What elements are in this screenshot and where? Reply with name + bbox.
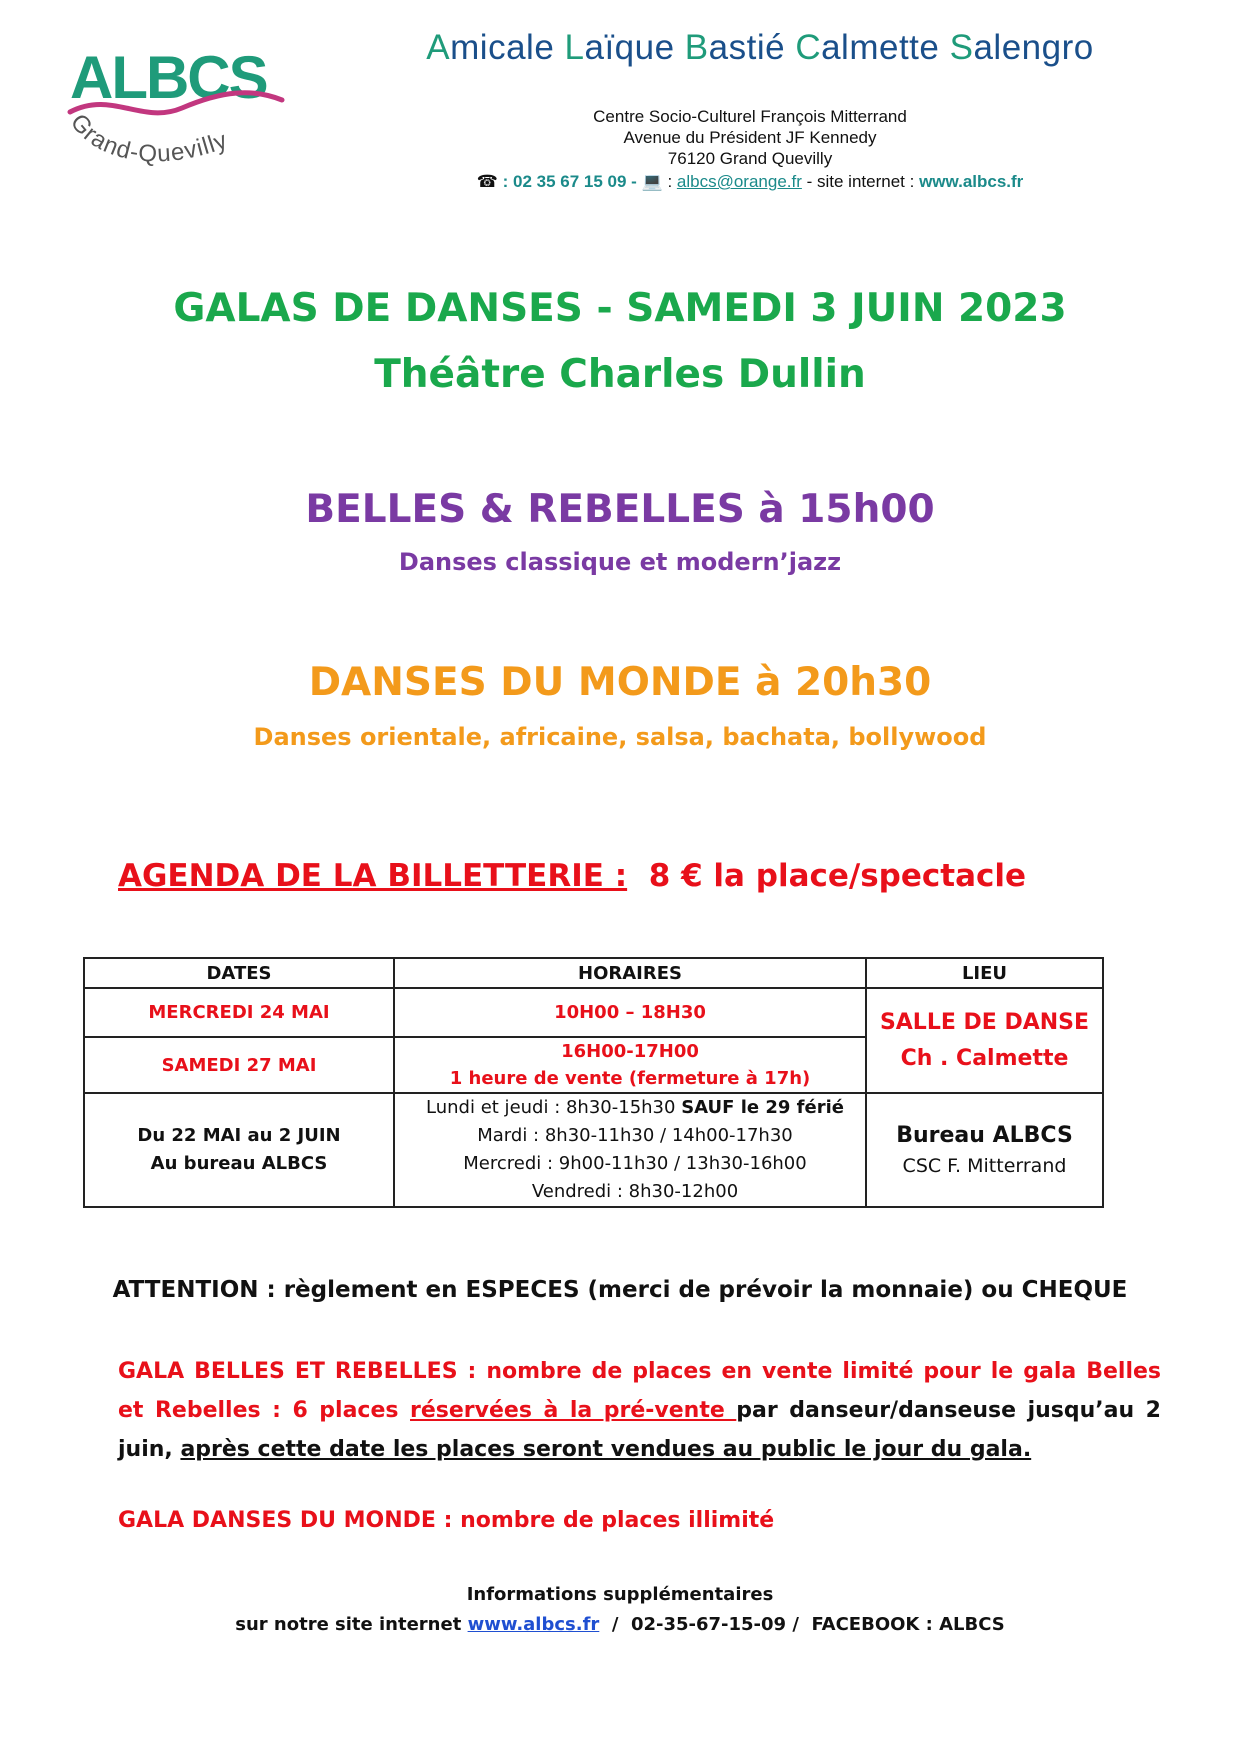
org-name-word: aïque: [584, 28, 685, 67]
table-row: [84, 1093, 1103, 1207]
address-line-3: 76120 Grand Quevilly: [667, 149, 833, 168]
hours-line: Mardi : 8h30-11h30 / 14h00-17h30: [477, 1125, 793, 1146]
date-line: Du 22 MAI au 2 JUIN: [137, 1125, 341, 1146]
date-cell: SAMEDI 27 MAI: [84, 1037, 394, 1093]
lieu-line: Bureau ALBCS: [896, 1123, 1073, 1148]
show1-title: BELLES & REBELLES à 15h00: [305, 487, 935, 532]
table-row: [84, 988, 1103, 1037]
org-name-initial: S: [949, 28, 974, 67]
lieu-line: Ch . Calmette: [900, 1045, 1069, 1071]
logo-main-text: ALBCS: [70, 44, 267, 111]
site-link[interactable]: www.albcs.fr: [919, 172, 1024, 191]
main-title: GALAS DE DANSES - SAMEDI 3 JUIN 2023: [173, 286, 1067, 331]
org-name-word: micale: [450, 28, 565, 67]
organization-name: [330, 28, 1190, 68]
lieu-cell: [866, 1093, 1103, 1207]
hours-line: Lundi et jeudi : 8h30-15h30 SAUF le 29 férié: [426, 1097, 844, 1118]
phone-number: : 02 35 67 15 09: [502, 172, 627, 191]
venue-title: Théâtre Charles Dullin: [374, 352, 866, 397]
hours-line: Vendredi : 8h30-12h00: [531, 1181, 739, 1202]
computer-icon: 💻: [641, 172, 663, 191]
date-line: Au bureau ALBCS: [150, 1153, 328, 1174]
hours-cell: [394, 1093, 866, 1207]
agenda-heading: [118, 858, 1026, 894]
agenda-price: 8 € la place/spectacle: [648, 858, 1027, 894]
lieu-line: CSC F. Mitterrand: [902, 1155, 1067, 1177]
email-prefix: :: [662, 172, 677, 191]
org-name-initial: B: [684, 28, 709, 67]
hours-line: 16H00-17H00: [561, 1041, 699, 1062]
footer-contact-line: sur notre site internet www.albcs.fr / 02-35-67-15-09 / FACEBOOK : ALBCS: [235, 1614, 1005, 1635]
show2-title: DANSES DU MONDE à 20h30: [308, 660, 932, 705]
header-dates: DATES: [84, 958, 394, 988]
date-cell: MERCREDI 24 MAI: [84, 988, 394, 1037]
footer-site-link[interactable]: www.albcs.fr: [467, 1614, 600, 1635]
logo-sub-text: Grand-Quevilly: [64, 108, 232, 168]
org-name-word: almette: [821, 28, 950, 67]
footer-info-title: Informations supplémentaires: [466, 1584, 774, 1605]
show1-subtitle: Danses classique et modern’jazz: [398, 548, 842, 576]
payment-notice: ATTENTION : règlement en ESPECES (merci de prévoir la monnaie) ou CHEQUE: [112, 1277, 1128, 1303]
email-link[interactable]: albcs@orange.fr: [676, 172, 802, 191]
telephone-icon: ☎: [476, 172, 498, 191]
contact-line: [400, 172, 1100, 192]
address-line-1: Centre Socio-Culturel François Mitterrand: [593, 107, 907, 126]
lieu-line: SALLE DE DANSE: [879, 1009, 1090, 1035]
hours-cell: 10H00 – 18H30: [394, 988, 866, 1037]
hours-line: Mercredi : 9h00-11h30 / 13h30-16h00: [463, 1153, 807, 1174]
table-header-row: [84, 958, 1103, 988]
agenda-label: AGENDA DE LA BILLETTERIE :: [118, 858, 628, 894]
gala-belles-note: GALA BELLES ET REBELLES : nombre de places en vente limité pour le gala Belles et Rebelles : 6 places réservées à la pré-vente par danseur/danseuse jusqu’au 2 juin, après cette date les places seront vendues au public le jour du gala.: [118, 1359, 1161, 1462]
org-name-initial: A: [426, 28, 451, 67]
org-name-word: alengro: [973, 28, 1094, 67]
header-lieu: LIEU: [866, 958, 1103, 988]
hours-cell: [394, 1037, 866, 1093]
address-line-2: Avenue du Président JF Kennedy: [623, 128, 877, 147]
site-label: - site internet :: [801, 172, 920, 191]
org-name-initial: C: [795, 28, 822, 67]
gala-monde-note: GALA DANSES DU MONDE : nombre de places illimité: [118, 1508, 775, 1533]
contact-separator: -: [626, 172, 642, 191]
header-horaires: HORAIRES: [394, 958, 866, 988]
org-name-initial: L: [564, 28, 585, 67]
ticket-schedule-table: [83, 957, 1104, 1208]
lieu-cell: [866, 988, 1103, 1093]
org-name-word: astié: [708, 28, 796, 67]
albcs-logo: [62, 30, 292, 180]
show2-subtitle: Danses orientale, africaine, salsa, bachata, bollywood: [253, 723, 987, 751]
hours-line: 1 heure de vente (fermeture à 17h): [449, 1068, 811, 1089]
date-cell: [84, 1093, 394, 1207]
